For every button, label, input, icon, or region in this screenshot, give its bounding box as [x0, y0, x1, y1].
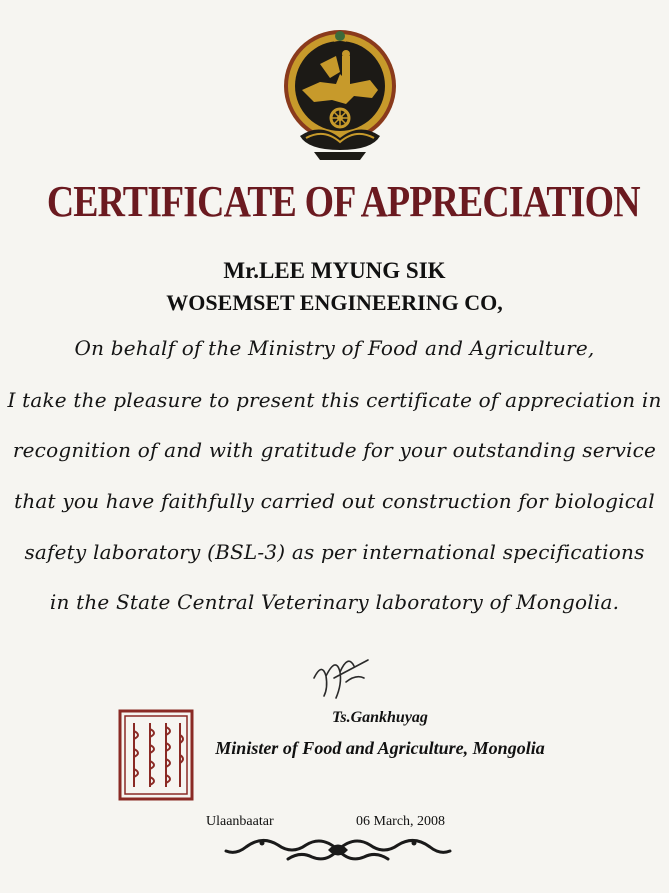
- issue-date: 06 March, 2008: [356, 814, 446, 829]
- signer-name: Ts.Gankhuyag: [332, 709, 428, 726]
- body-line: I take the pleasure to present this certificate of appreciation in: [7, 388, 662, 412]
- recipient-company: WOSEMSET ENGINEERING CO,: [166, 290, 503, 315]
- signer-title: Minister of Food and Agriculture, Mongolia: [215, 738, 545, 758]
- body-line: safety laboratory (BSL-3) as per international specifications: [24, 540, 645, 564]
- recipient-name: Mr.LEE MYUNG SIK: [223, 258, 446, 283]
- state-emblem-icon: [280, 26, 400, 162]
- body-line: recognition of and with gratitude for your outstanding service: [12, 438, 657, 462]
- certificate-title: CERTIFICATE OF APPRECIATION: [46, 177, 640, 226]
- signature-icon: [306, 648, 376, 704]
- body-line: in the State Central Veterinary laboratory of Mongolia.: [49, 590, 620, 614]
- body-line: On behalf of the Ministry of Food and Agriculture,: [74, 336, 595, 360]
- issue-place: Ulaanbaatar: [206, 814, 274, 829]
- body-line: that you have faithfully carried out construction for biological: [14, 489, 655, 513]
- decorative-flourish-icon: [222, 833, 454, 867]
